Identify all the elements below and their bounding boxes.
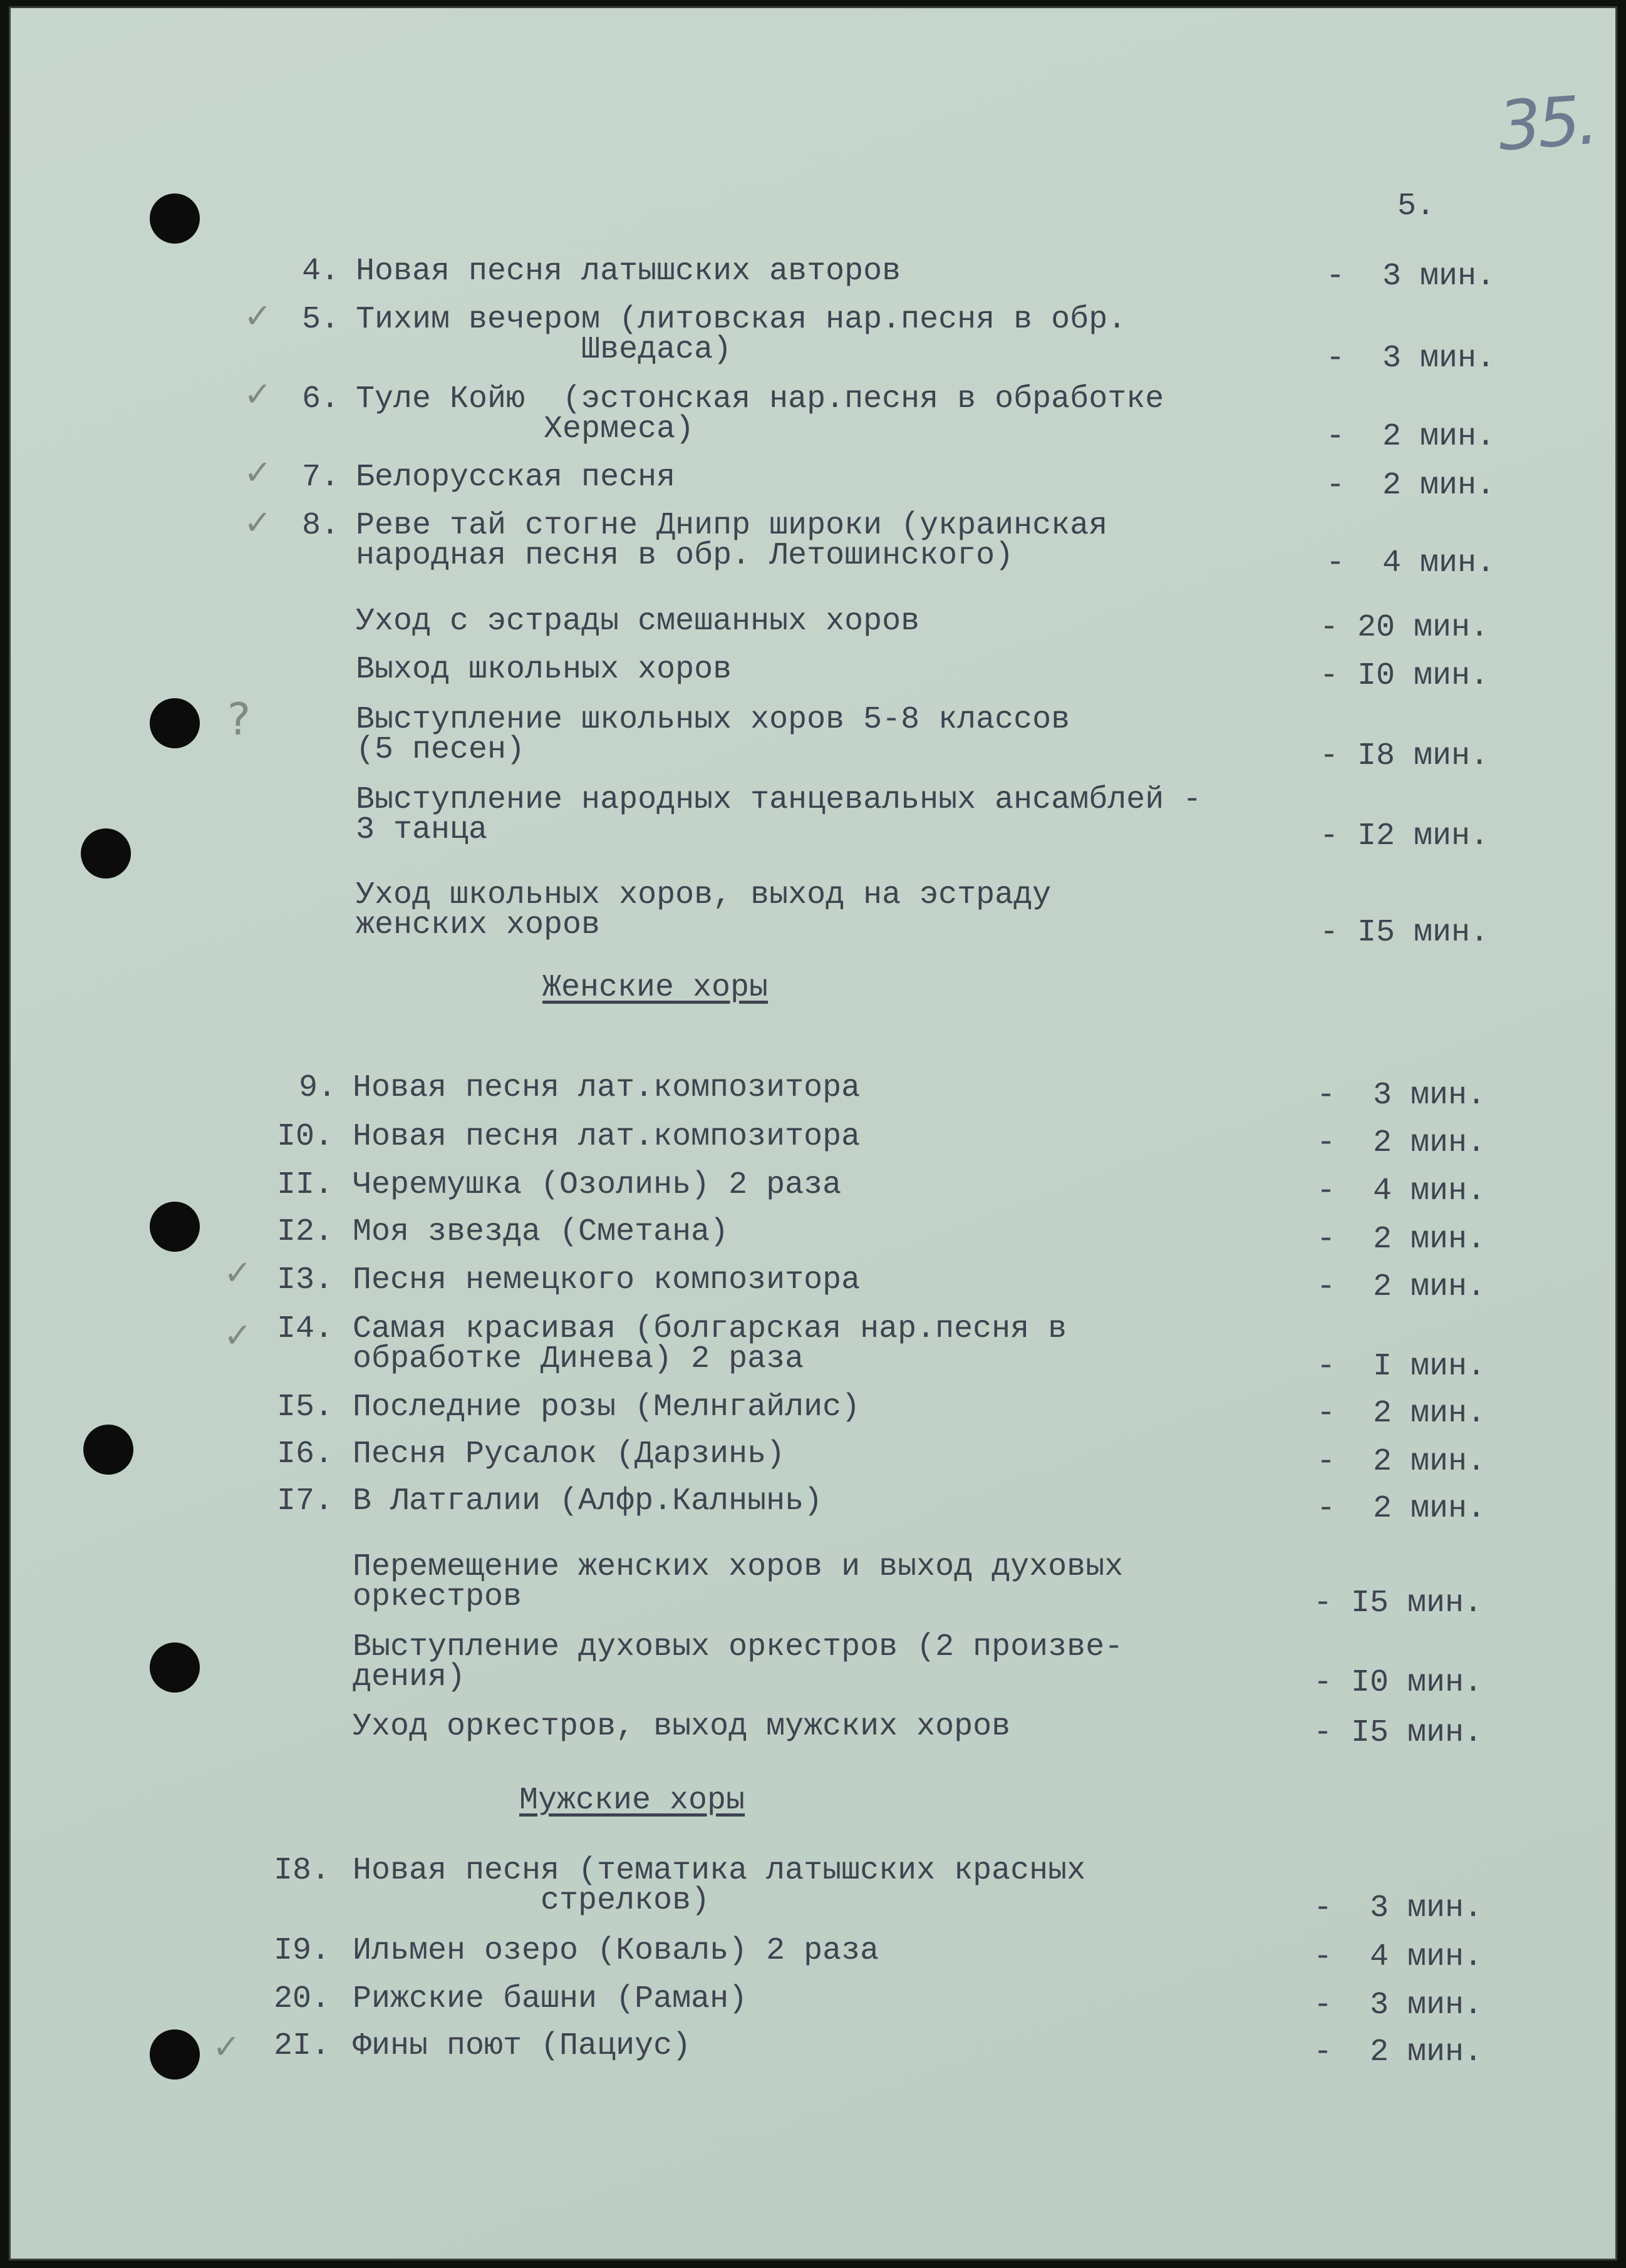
row-number: I3. [277,1262,334,1298]
row-duration: - 4 мин. [1326,545,1496,581]
check-mark-icon: ✓ [244,503,272,542]
row-title-line: Туле Койю (эстонская нар.песня в обработке [356,381,1164,417]
row-duration: - I5 мин. [1320,915,1489,951]
row-title-line: женских хоров [356,907,601,943]
row-title-line: Выступление школьных хоров 5-8 классов [356,702,1070,738]
row-number: 5. [302,302,340,338]
row-title-line: Самая красивая (болгарская нар.песня в [353,1311,1067,1347]
row-duration: - 4 мин. [1317,1173,1486,1209]
row-duration: - 3 мин. [1326,259,1496,294]
row-title-line: Рижские башни (Раман) [353,1981,748,2017]
row-number: 7. [302,460,340,495]
row-duration: - 2 мин. [1317,1444,1486,1480]
row-title-line: Песня немецкого композитора [353,1262,861,1298]
row-title-line: Выступление народных танцевальных ансамблей - [356,782,1202,818]
row-duration: - 2 мин. [1326,419,1496,455]
row-number: I7. [277,1483,334,1519]
row-title-line: Ильмен озеро (Коваль) 2 раза [353,1933,879,1969]
punch-hole [150,193,200,244]
row-number: 20. [274,1981,331,2017]
row-duration: - 2 мин. [1317,1125,1486,1161]
row-title-line: Уход с эстрады смешанных хоров [356,604,920,639]
row-title-line: Черемушка (Озолинь) 2 раза [353,1167,842,1203]
row-duration: - 2 мин. [1313,2034,1483,2070]
question-mark-icon: ? [227,694,251,745]
punch-hole [150,2029,200,2080]
row-duration: - 2 мин. [1317,1222,1486,1257]
row-title-line: оркестров [353,1579,522,1615]
row-title-line: (5 песен) [356,732,526,768]
row-number: II. [277,1167,334,1203]
row-title-line: обработке Динева) 2 раза [353,1341,804,1377]
archive-number: 35. [1495,81,1597,167]
row-duration: - I5 мин. [1313,1585,1483,1621]
row-duration: - 4 мин. [1313,1939,1483,1975]
row-duration: - I0 мин. [1320,658,1489,694]
row-number: I6. [277,1436,334,1472]
row-title-line: Моя звезда (Сметана) [353,1214,729,1250]
punch-hole [81,828,131,879]
row-title-line: Уход оркестров, выход мужских хоров [353,1709,1011,1745]
row-title-line: Новая песня лат.композитора [353,1119,861,1155]
row-title-line: Фины поют (Пациус) [353,2028,691,2064]
row-title-line: В Латгалии (Алфр.Калнынь) [353,1483,823,1519]
row-title-line: дения) [353,1659,466,1695]
row-duration: - 3 мин. [1326,341,1496,376]
check-mark-icon: ✓ [224,1316,252,1355]
row-title-line: Уход школьных хоров, выход на эстраду [356,877,1052,913]
row-duration: - 2 мин. [1326,468,1496,503]
row-title-line: Песня Русалок (Дарзинь) [353,1436,785,1472]
section-heading-men: Мужские хоры [519,1783,745,1818]
row-number: I8. [274,1853,331,1889]
check-mark-icon: ✓ [244,296,272,336]
row-title-line: Хермеса) [356,411,695,447]
row-title-line: Перемещение женских хоров и выход духовых [353,1549,1124,1585]
punch-hole [150,698,200,748]
row-title-line: стрелков) [353,1883,710,1919]
row-number: 6. [302,381,340,417]
row-duration: - I0 мин. [1313,1665,1483,1701]
row-duration: - 20 мин. [1320,610,1489,646]
check-mark-icon: ✓ [224,1253,252,1292]
row-number: I5. [277,1389,334,1425]
punch-hole [83,1425,133,1475]
check-mark-icon: ✓ [212,2027,241,2066]
row-duration: - 2 мин. [1317,1491,1486,1527]
document-page [9,6,1617,2260]
row-title-line: Выступление духовых оркестров (2 произве- [353,1629,1124,1665]
page-number: 5. [1397,188,1436,224]
row-duration: - I8 мин. [1320,738,1489,774]
row-duration: - I5 мин. [1313,1715,1483,1751]
row-duration: - I мин. [1317,1349,1486,1384]
row-duration: - 2 мин. [1317,1269,1486,1305]
row-number: I2. [277,1214,334,1250]
row-number: 8. [302,508,340,544]
row-number: I9. [274,1933,331,1969]
check-mark-icon: ✓ [244,374,272,414]
check-mark-icon: ✓ [244,453,272,492]
row-title-line: Новая песня лат.композитора [353,1070,861,1106]
row-number: 9. [299,1070,337,1106]
row-title-line: Новая песня (тематика латышских красных [353,1853,1086,1889]
row-duration: - 3 мин. [1317,1078,1486,1113]
row-title-line: народная песня в обр. Летошинского) [356,538,1014,574]
row-number: 4. [302,254,340,289]
row-duration: - I2 мин. [1320,818,1489,854]
row-title-line: Выход школьных хоров [356,652,732,688]
row-title-line: Белорусская песня [356,460,676,495]
row-duration: - 3 мин. [1313,1987,1483,2023]
row-duration: - 2 мин. [1317,1396,1486,1431]
row-title-line: Тихим вечером (литовская нар.песня в обр. [356,302,1127,338]
section-heading-women: Женские хоры [542,970,769,1006]
row-title-line: Шведаса) [356,332,732,368]
row-title-line: Реве тай стогне Днипр широки (украинская [356,508,1108,544]
row-title-line: Последние розы (Мелнгайлис) [353,1389,861,1425]
row-title-line: Новая песня латышских авторов [356,254,901,289]
punch-hole [150,1202,200,1252]
row-number: I0. [277,1119,334,1155]
row-number: I4. [277,1311,334,1347]
row-number: 2I. [274,2028,331,2064]
punch-hole [150,1642,200,1693]
row-title-line: 3 танца [356,812,488,848]
row-duration: - 3 мин. [1313,1890,1483,1926]
